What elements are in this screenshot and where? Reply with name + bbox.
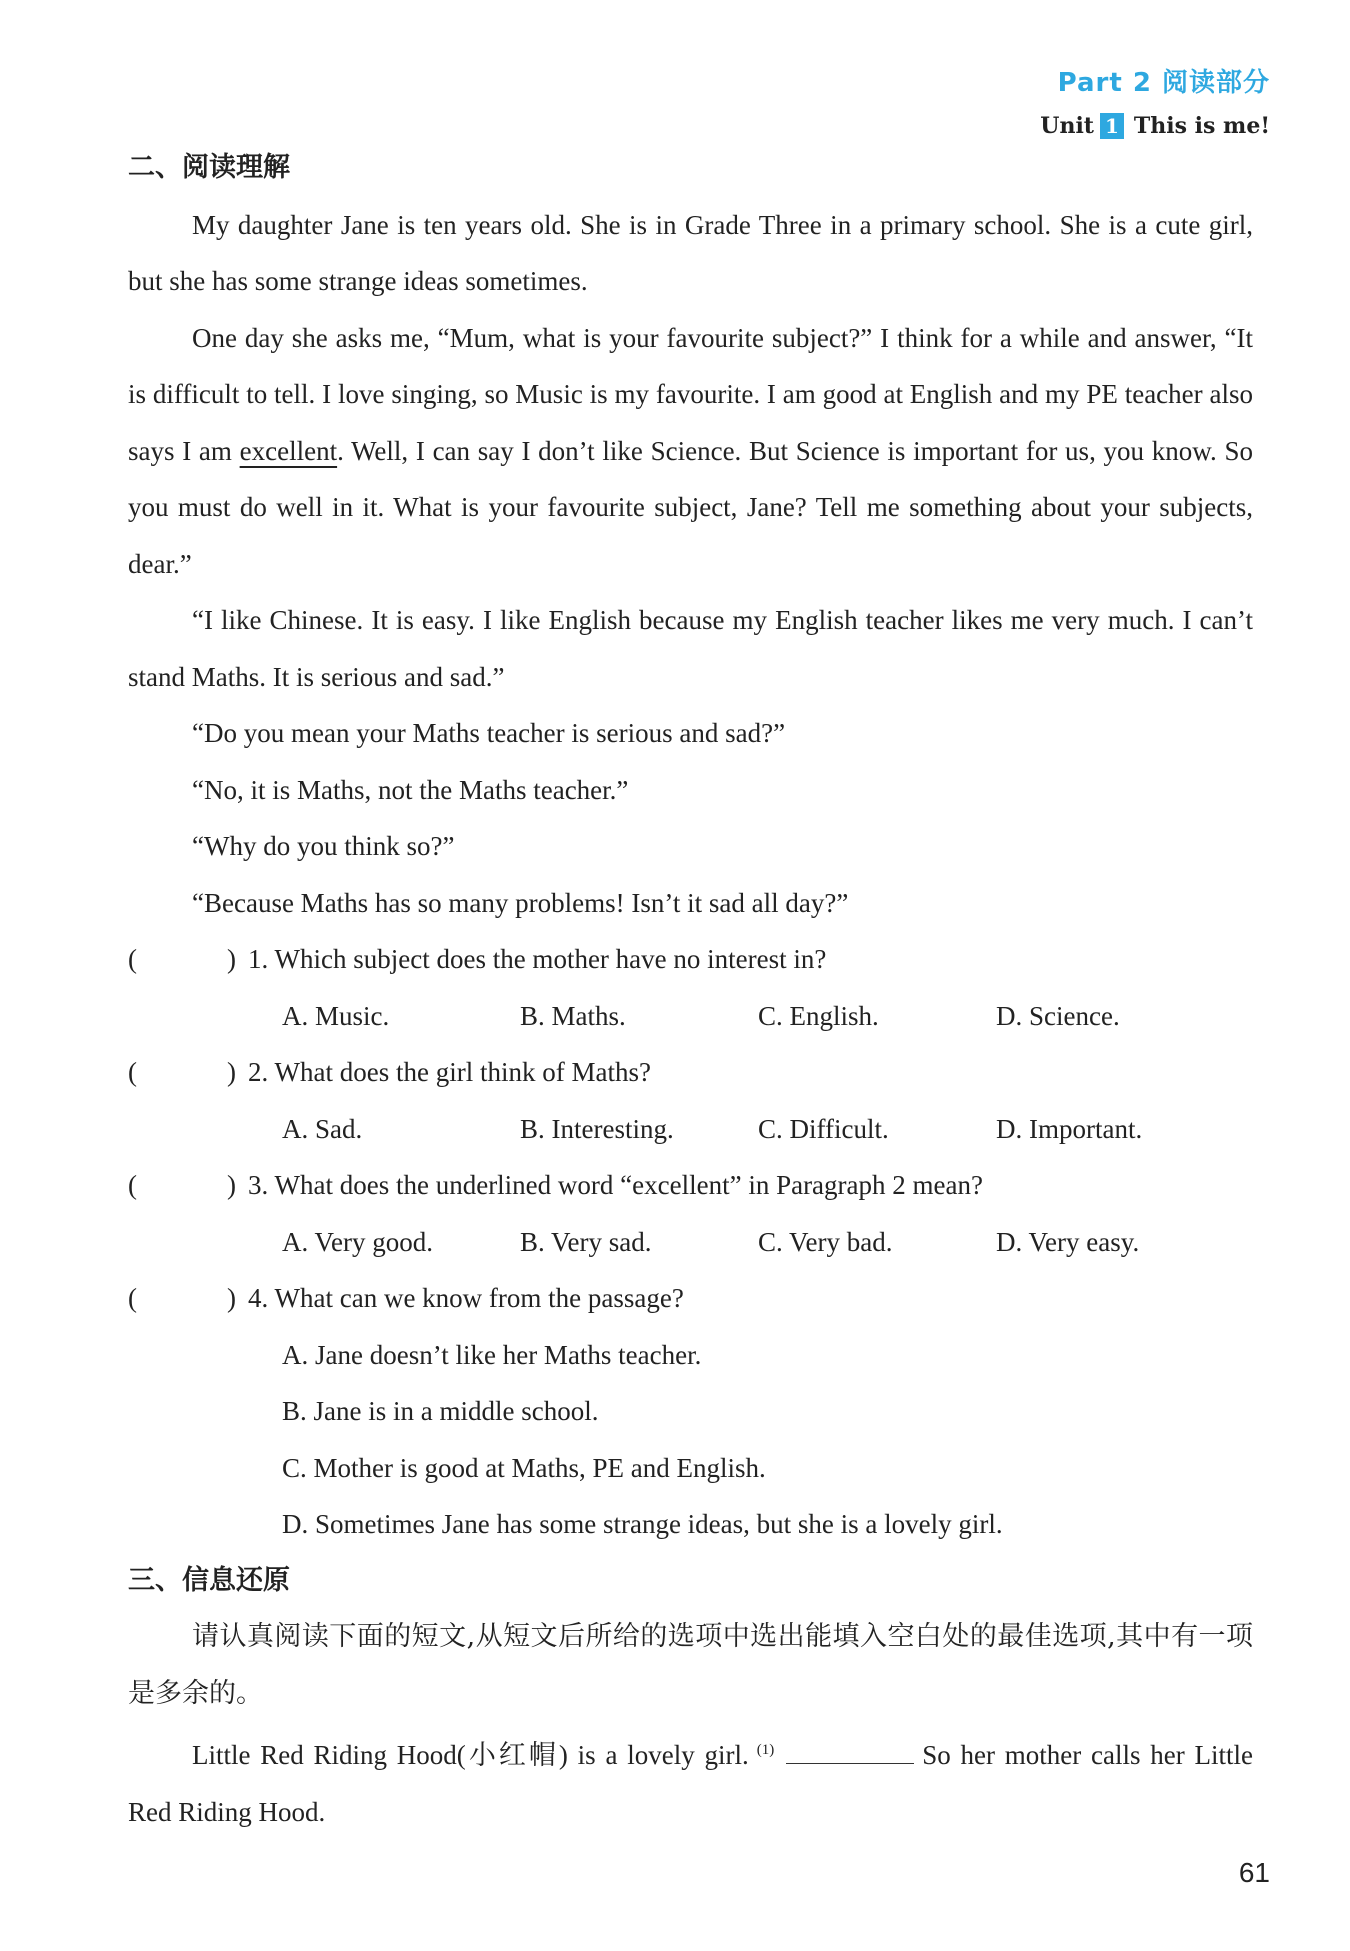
option: B. Interesting. (520, 1113, 674, 1144)
page-header (1040, 62, 1270, 139)
s3-text-before: Little Red Riding Hood(小红帽) is a lovely girl. (192, 1740, 749, 1770)
unit-number-badge: 1 (1100, 113, 1124, 139)
section-title-info-restore: 三、信息还原 (128, 1564, 290, 1596)
unit-title: This is me! (1133, 113, 1270, 139)
question-2-options (282, 1101, 1253, 1158)
answer-bracket[interactable]: ( ) (128, 944, 236, 974)
question-1 (128, 931, 1253, 988)
option: C. Mother is good at Maths, PE and English. (282, 1452, 766, 1483)
answer-bracket[interactable]: ( ) (128, 1057, 236, 1087)
question-stem: 2. What does the girl think of Maths? (248, 1057, 651, 1087)
question-stem: 1. Which subject does the mother have no interest in? (248, 944, 827, 974)
p2-text-before: One day she asks me, “Mum, what is your favourite subject?” I think for a while and answer, “It is difficult to tell. I love singing, so Music is my favourite. I am good at English and my PE teacher also says I am (128, 322, 1253, 466)
option: D. Science. (996, 1000, 1120, 1031)
passage-paragraph-1: My daughter Jane is ten years old. She is in Grade Three in a primary school. She is a cute girl, but she has some strange ideas sometimes. (128, 209, 1253, 296)
passage-paragraph-6: “Why do you think so?” (192, 831, 455, 861)
question-stem: 4. What can we know from the passage? (248, 1283, 684, 1313)
unit-label: Unit (1040, 113, 1094, 139)
option: A. Jane doesn’t like her Maths teacher. (282, 1339, 702, 1370)
option: B. Very sad. (520, 1226, 652, 1257)
option: D. Sometimes Jane has some strange ideas, but she is a lovely girl. (282, 1509, 1003, 1539)
passage-paragraph-4: “Do you mean your Maths teacher is serious and sad?” (192, 718, 786, 748)
page-number: 61 (1238, 1857, 1270, 1888)
underlined-word: excellent (239, 435, 338, 466)
answer-bracket[interactable]: ( ) (128, 1283, 236, 1313)
passage-paragraph-7: “Because Maths has so many problems! Isn’t it sad all day?” (192, 887, 849, 918)
s3-text-after: So her mother calls her Little Red Riding Hood. (128, 1740, 1253, 1827)
option: C. Very bad. (758, 1226, 893, 1257)
option: B. Maths. (520, 1000, 626, 1031)
question-3-options (282, 1214, 1253, 1271)
page-content (128, 140, 1253, 1840)
section-title-reading: 二、阅读理解 (128, 152, 290, 183)
section3-instruction: 请认真阅读下面的短文,从短文后所给的选项中选出能填入空白处的最佳选项,其中有一项是多余的。 (128, 1621, 1253, 1709)
question-2 (128, 1044, 1253, 1101)
option: A. Music. (282, 1000, 390, 1031)
unit-line (1040, 113, 1270, 139)
answer-bracket[interactable]: ( ) (128, 1170, 236, 1200)
passage-paragraph-5: “No, it is Maths, not the Maths teacher.” (192, 774, 629, 805)
option: A. Very good. (282, 1226, 433, 1257)
section3-paragraph-1 (128, 1722, 1253, 1840)
option: D. Important. (996, 1113, 1143, 1144)
option: C. Difficult. (758, 1113, 889, 1144)
question-1-options (282, 988, 1253, 1045)
option: D. Very easy. (996, 1226, 1140, 1257)
question-stem: 3. What does the underlined word “excellent” in Paragraph 2 mean? (248, 1170, 983, 1200)
part-label: Part 2 阅读部分 (1057, 68, 1270, 98)
fill-blank-1[interactable] (786, 1741, 914, 1764)
option: C. English. (758, 1000, 879, 1031)
passage-paragraph-3: “I like Chinese. It is easy. I like English because my English teacher likes me very much. I can’t stand Maths. It is serious and sad.” (128, 605, 1253, 692)
option: A. Sad. (282, 1113, 363, 1144)
blank-number: (1) (756, 1742, 775, 1758)
question-3 (128, 1157, 1253, 1214)
option: B. Jane is in a middle school. (282, 1396, 599, 1426)
p2-text-after: . Well, I can say I don’t like Science. But Science is important for us, you know. So you must do well in it. What is your favourite subject, Jane? Tell me something about your subjects, dear.” (128, 435, 1253, 579)
passage-paragraph-2 (128, 310, 1253, 593)
question-4 (128, 1270, 1253, 1327)
